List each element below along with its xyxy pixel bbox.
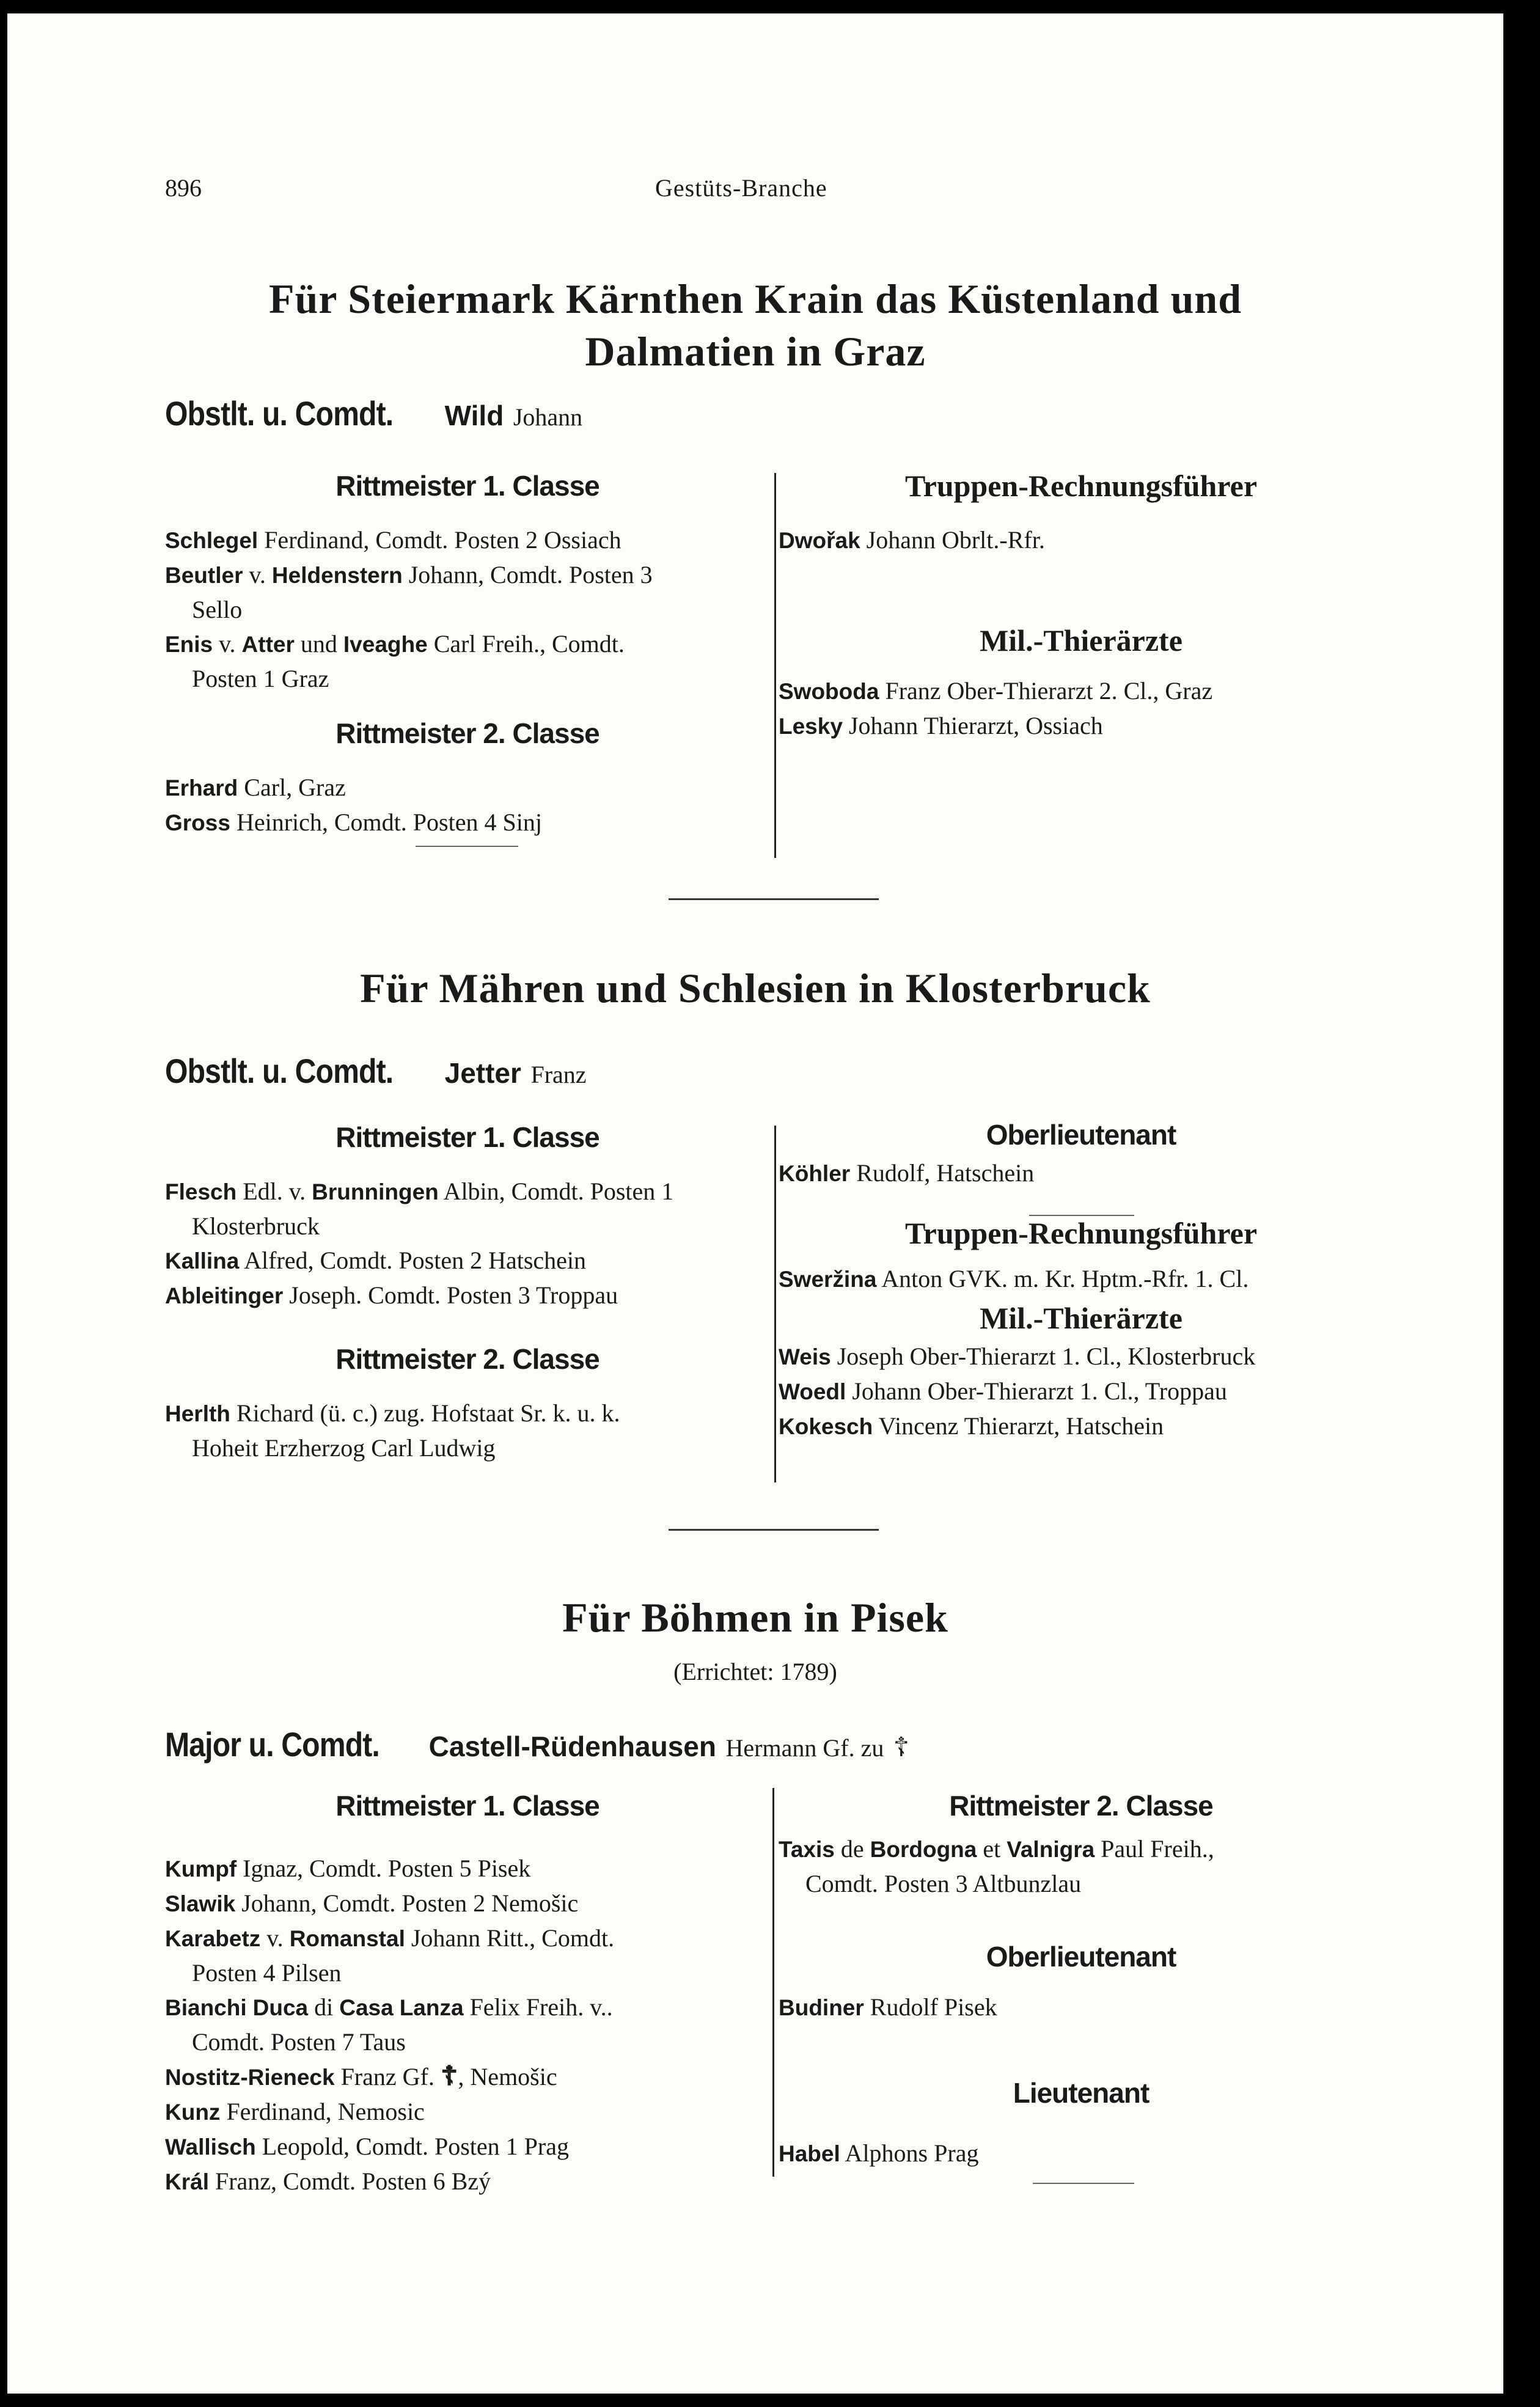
left-column [165,464,770,840]
list-item: Kallina Alfred, Comdt. Posten 2 Hatschein [165,1247,587,1274]
short-rule [1029,1215,1134,1216]
list-item: Flesch Edl. v. Brunningen Albin, Comdt. Posten 1 Klosterbruck [165,1178,674,1240]
list-item: Dwořak Johann Obrlt.-Rfr. [779,526,1045,554]
right-column [779,1784,1384,2171]
list-item: Swoboda Franz Ober-Thierarzt 2. Cl., Graz [779,677,1213,705]
heading-rittmeister-1: Rittmeister 1. Classe [336,1790,600,1822]
list-item: Woedl Johann Ober-Thierarzt 1. Cl., Troppau [779,1377,1227,1405]
heading-rittmeister-1: Rittmeister 1. Classe [336,470,600,502]
section-title-pisek: Für Böhmen in Pisek [562,1594,948,1641]
list-item: Enis v. Atter und Iveaghe Carl Freih., Comdt. Posten 1 Graz [165,630,625,692]
heading-rittmeister-1: Rittmeister 1. Classe [336,1121,600,1153]
list-item: Erhard Carl, Graz [165,774,346,801]
heading-mil-thieraerzte: Mil.-Thierärzte [980,1301,1182,1335]
section-separator [669,1529,879,1531]
list-item: Lesky Johann Thierarzt, Ossiach [779,712,1103,739]
commander-line [165,394,582,433]
heading-truppen-rechnungsfuehrer: Truppen-Rechnungsführer [904,1216,1258,1250]
right-column [779,1113,1384,1444]
list-item: Kumpf Ignaz, Comdt. Posten 5 Pisek [165,1855,531,1882]
section-title-graz [7,273,1503,378]
list-item: Sweržina Anton GVK. m. Kr. Hptm.-Rfr. 1. Cl. [779,1265,1249,1292]
section-title-line-1: Für Steiermark Kärnthen Krain das Küstenland und [268,276,1242,322]
list-item: Schlegel Ferdinand, Comdt. Posten 2 Ossiach [165,526,622,554]
list-item: Weis Joseph Ober-Thierarzt 1. Cl., Klosterbruck [779,1343,1256,1370]
cross-icon: ☦ [440,2061,458,2091]
short-rule [1033,2183,1134,2184]
list-item: Slawik Johann, Comdt. Posten 2 Nemošic [165,1889,579,1917]
list-item: Ableitinger Joseph. Comdt. Posten 3 Troppau [165,1281,618,1309]
heading-oberlieutenant: Oberlieutenant [986,1941,1176,1973]
list-item: Bianchi Duca di Casa Lanza Felix Freih. v.. Comdt. Posten 7 Taus [165,1993,613,2056]
list-item: Budiner Rudolf Pisek [779,1993,997,2021]
list-item: Král Franz, Comdt. Posten 6 Bzý [165,2167,491,2195]
page-number: 896 [165,174,202,202]
heading-truppen-rechnungsfuehrer: Truppen-Rechnungsführer [904,469,1258,503]
section-title-line-2: Dalmatien in Graz [585,328,926,375]
commander-given-name: Johann [513,403,583,431]
commander-name: Wild [444,400,504,431]
commander-name: Jetter [444,1057,521,1089]
list-item: Herlth Richard (ü. c.) zug. Hofstaat Sr. k. u. k. Hoheit Erzherzog Carl Ludwig [165,1399,620,1462]
document-page [7,13,1503,2394]
running-title: Gestüts-Branche [655,174,827,202]
list-item: Kunz Ferdinand, Nemosic [165,2098,425,2125]
right-column [779,464,1384,744]
list-item: Kokesch Vincenz Thierarzt, Hatschein [779,1412,1164,1440]
short-rule [416,846,518,847]
left-column [165,1784,770,2199]
list-item: Köhler Rudolf, Hatschein [779,1159,1035,1187]
commander-line [165,1724,909,1764]
commander-name: Castell-Rüdenhausen [428,1731,716,1762]
commander-given-name: Hermann Gf. zu [725,1734,884,1762]
list-item: Wallisch Leopold, Comdt. Posten 1 Prag [165,2133,569,2160]
left-column [165,1116,770,1465]
heading-rittmeister-2: Rittmeister 2. Classe [949,1790,1213,1822]
column-divider [774,1126,776,1482]
list-item: Beutler v. Heldenstern Johann, Comdt. Posten 3 Sello [165,561,653,623]
list-item: Taxis de Bordogna et Valnigra Paul Freih., Comdt. Posten 3 Altbunzlau [779,1835,1214,1897]
cross-icon: ☦ [893,1732,909,1762]
heading-oberlieutenant: Oberlieutenant [986,1119,1176,1151]
heading-mil-thieraerzte: Mil.-Thierärzte [980,623,1182,658]
list-item: Nostitz-Rieneck Franz Gf. ☦, Nemošic [165,2061,557,2091]
heading-rittmeister-2: Rittmeister 2. Classe [336,717,600,749]
commander-rank: Obstlt. u. Comdt. [165,394,394,433]
section-subtitle: (Errichtet: 1789) [673,1658,837,1685]
heading-lieutenant: Lieutenant [1013,2077,1150,2109]
list-item: Karabetz v. Romanstal Johann Ritt., Comdt. Posten 4 Pilsen [165,1924,615,1987]
list-item: Habel Alphons Prag [779,2139,979,2167]
section-title-klosterbruck: Für Mähren und Schlesien in Klosterbruck [360,965,1151,1011]
commander-line [165,1051,587,1091]
list-item: Gross Heinrich, Comdt. Posten 4 Sinj [165,808,542,836]
commander-rank: Major u. Comdt. [165,1725,380,1764]
section-separator [669,898,879,900]
column-divider [774,473,776,858]
heading-rittmeister-2: Rittmeister 2. Classe [336,1343,600,1375]
column-divider [772,1788,774,2177]
commander-rank: Obstlt. u. Comdt. [165,1052,394,1090]
commander-given-name: Franz [530,1061,587,1088]
